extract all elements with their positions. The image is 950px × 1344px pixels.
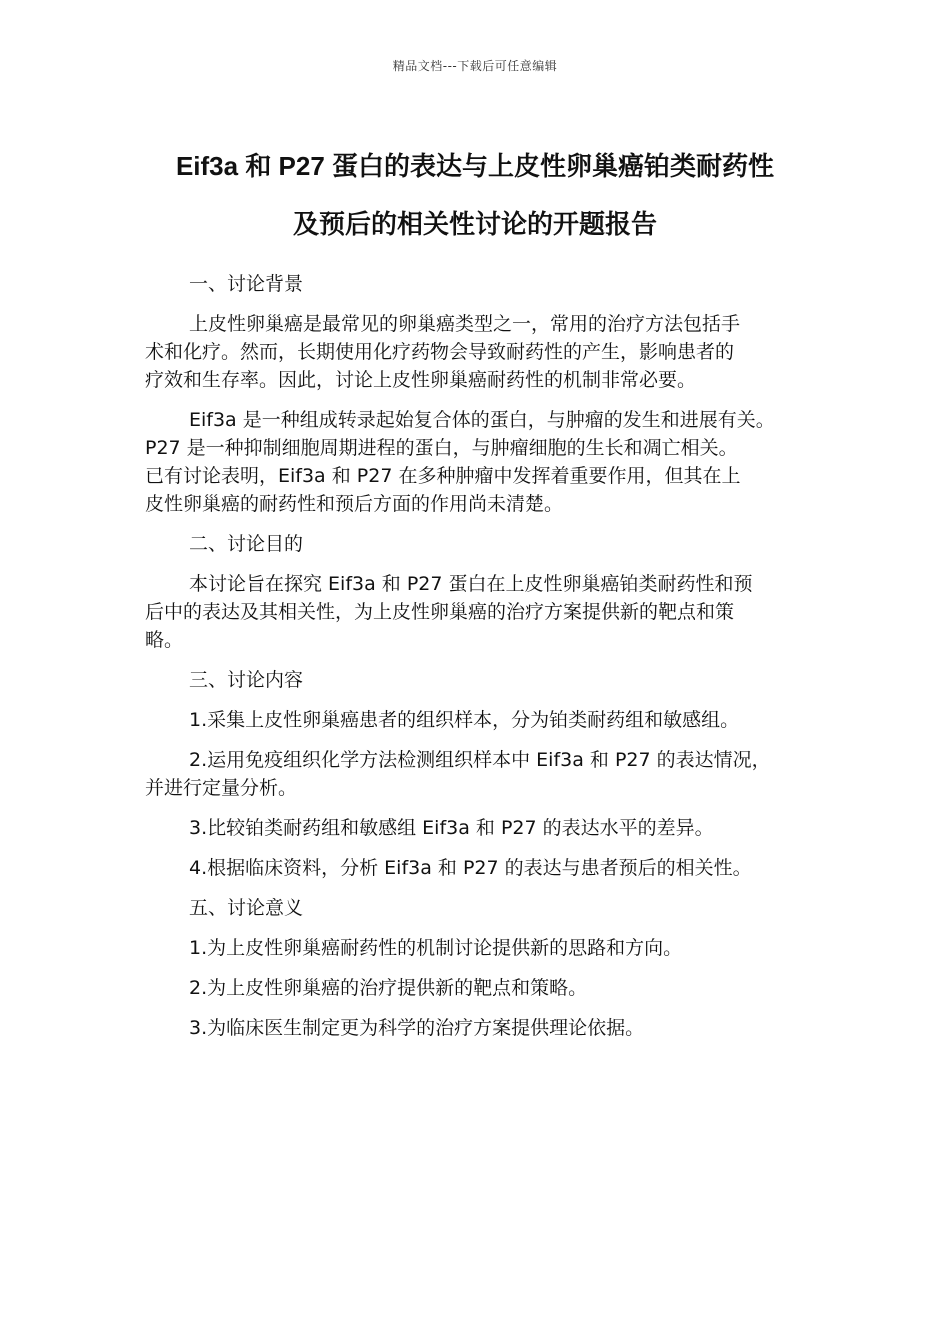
content-item-4: 4.根据临床资料，分析 Eif3a 和 P27 的表达与患者预后的相关性。 (189, 857, 752, 879)
section-heading-purpose: 二、讨论目的 (189, 533, 304, 555)
text-line: 后中的表达及其相关性，为上皮性卵巢癌的治疗方案提供新的靶点和策 (145, 601, 735, 623)
paragraph-purpose (145, 570, 825, 654)
significance-item-2: 2.为上皮性卵巢癌的治疗提供新的靶点和策略。 (189, 977, 588, 999)
text-line: 已有讨论表明，Eif3a 和 P27 在多种肿瘤中发挥着重要作用，但其在上 (145, 465, 741, 487)
section-heading-background: 一、讨论背景 (189, 273, 304, 295)
text-line: 2.运用免疫组织化学方法检测组织样本中 Eif3a 和 P27 的表达情况， (189, 749, 771, 771)
text-line: 皮性卵巢癌的耐药性和预后方面的作用尚未清楚。 (145, 493, 564, 515)
title-line-2: 及预后的相关性讨论的开题报告 (292, 209, 657, 239)
significance-item-3: 3.为临床医生制定更为科学的治疗方案提供理论依据。 (189, 1017, 645, 1039)
document-title (120, 137, 830, 253)
document-body (145, 270, 825, 1054)
text-line: 上皮性卵巢癌是最常见的卵巢癌类型之一，常用的治疗方法包括手 (189, 313, 741, 335)
text-line: 本讨论旨在探究 Eif3a 和 P27 蛋白在上皮性卵巢癌铂类耐药性和预 (189, 573, 753, 595)
section-heading-content: 三、讨论内容 (189, 669, 304, 691)
significance-item-1: 1.为上皮性卵巢癌耐药性的机制讨论提供新的思路和方向。 (189, 937, 683, 959)
text-line: P27 是一种抑制细胞周期进程的蛋白，与肿瘤细胞的生长和凋亡相关。 (145, 437, 738, 459)
paragraph-background-2 (145, 406, 825, 518)
paragraph-background-1 (145, 310, 825, 394)
text-line: Eif3a 是一种组成转录起始复合体的蛋白，与肿瘤的发生和进展有关。 (189, 409, 775, 431)
header-note: 精品文档---下载后可任意编辑 (392, 59, 558, 73)
title-line-1: Eif3a 和 P27 蛋白的表达与上皮性卵巢癌铂类耐药性 (175, 151, 775, 181)
text-line: 术和化疗。然而，长期使用化疗药物会导致耐药性的产生，影响患者的 (145, 341, 735, 363)
text-line: 并进行定量分析。 (145, 777, 298, 799)
text-line: 略。 (145, 629, 184, 651)
content-item-1: 1.采集上皮性卵巢癌患者的组织样本，分为铂类耐药组和敏感组。 (189, 709, 740, 731)
section-heading-significance: 五、讨论意义 (189, 897, 304, 919)
content-item-2 (145, 746, 825, 802)
text-line: 疗效和生存率。因此，讨论上皮性卵巢癌耐药性的机制非常必要。 (145, 369, 697, 391)
content-item-3: 3.比较铂类耐药组和敏感组 Eif3a 和 P27 的表达水平的差异。 (189, 817, 714, 839)
